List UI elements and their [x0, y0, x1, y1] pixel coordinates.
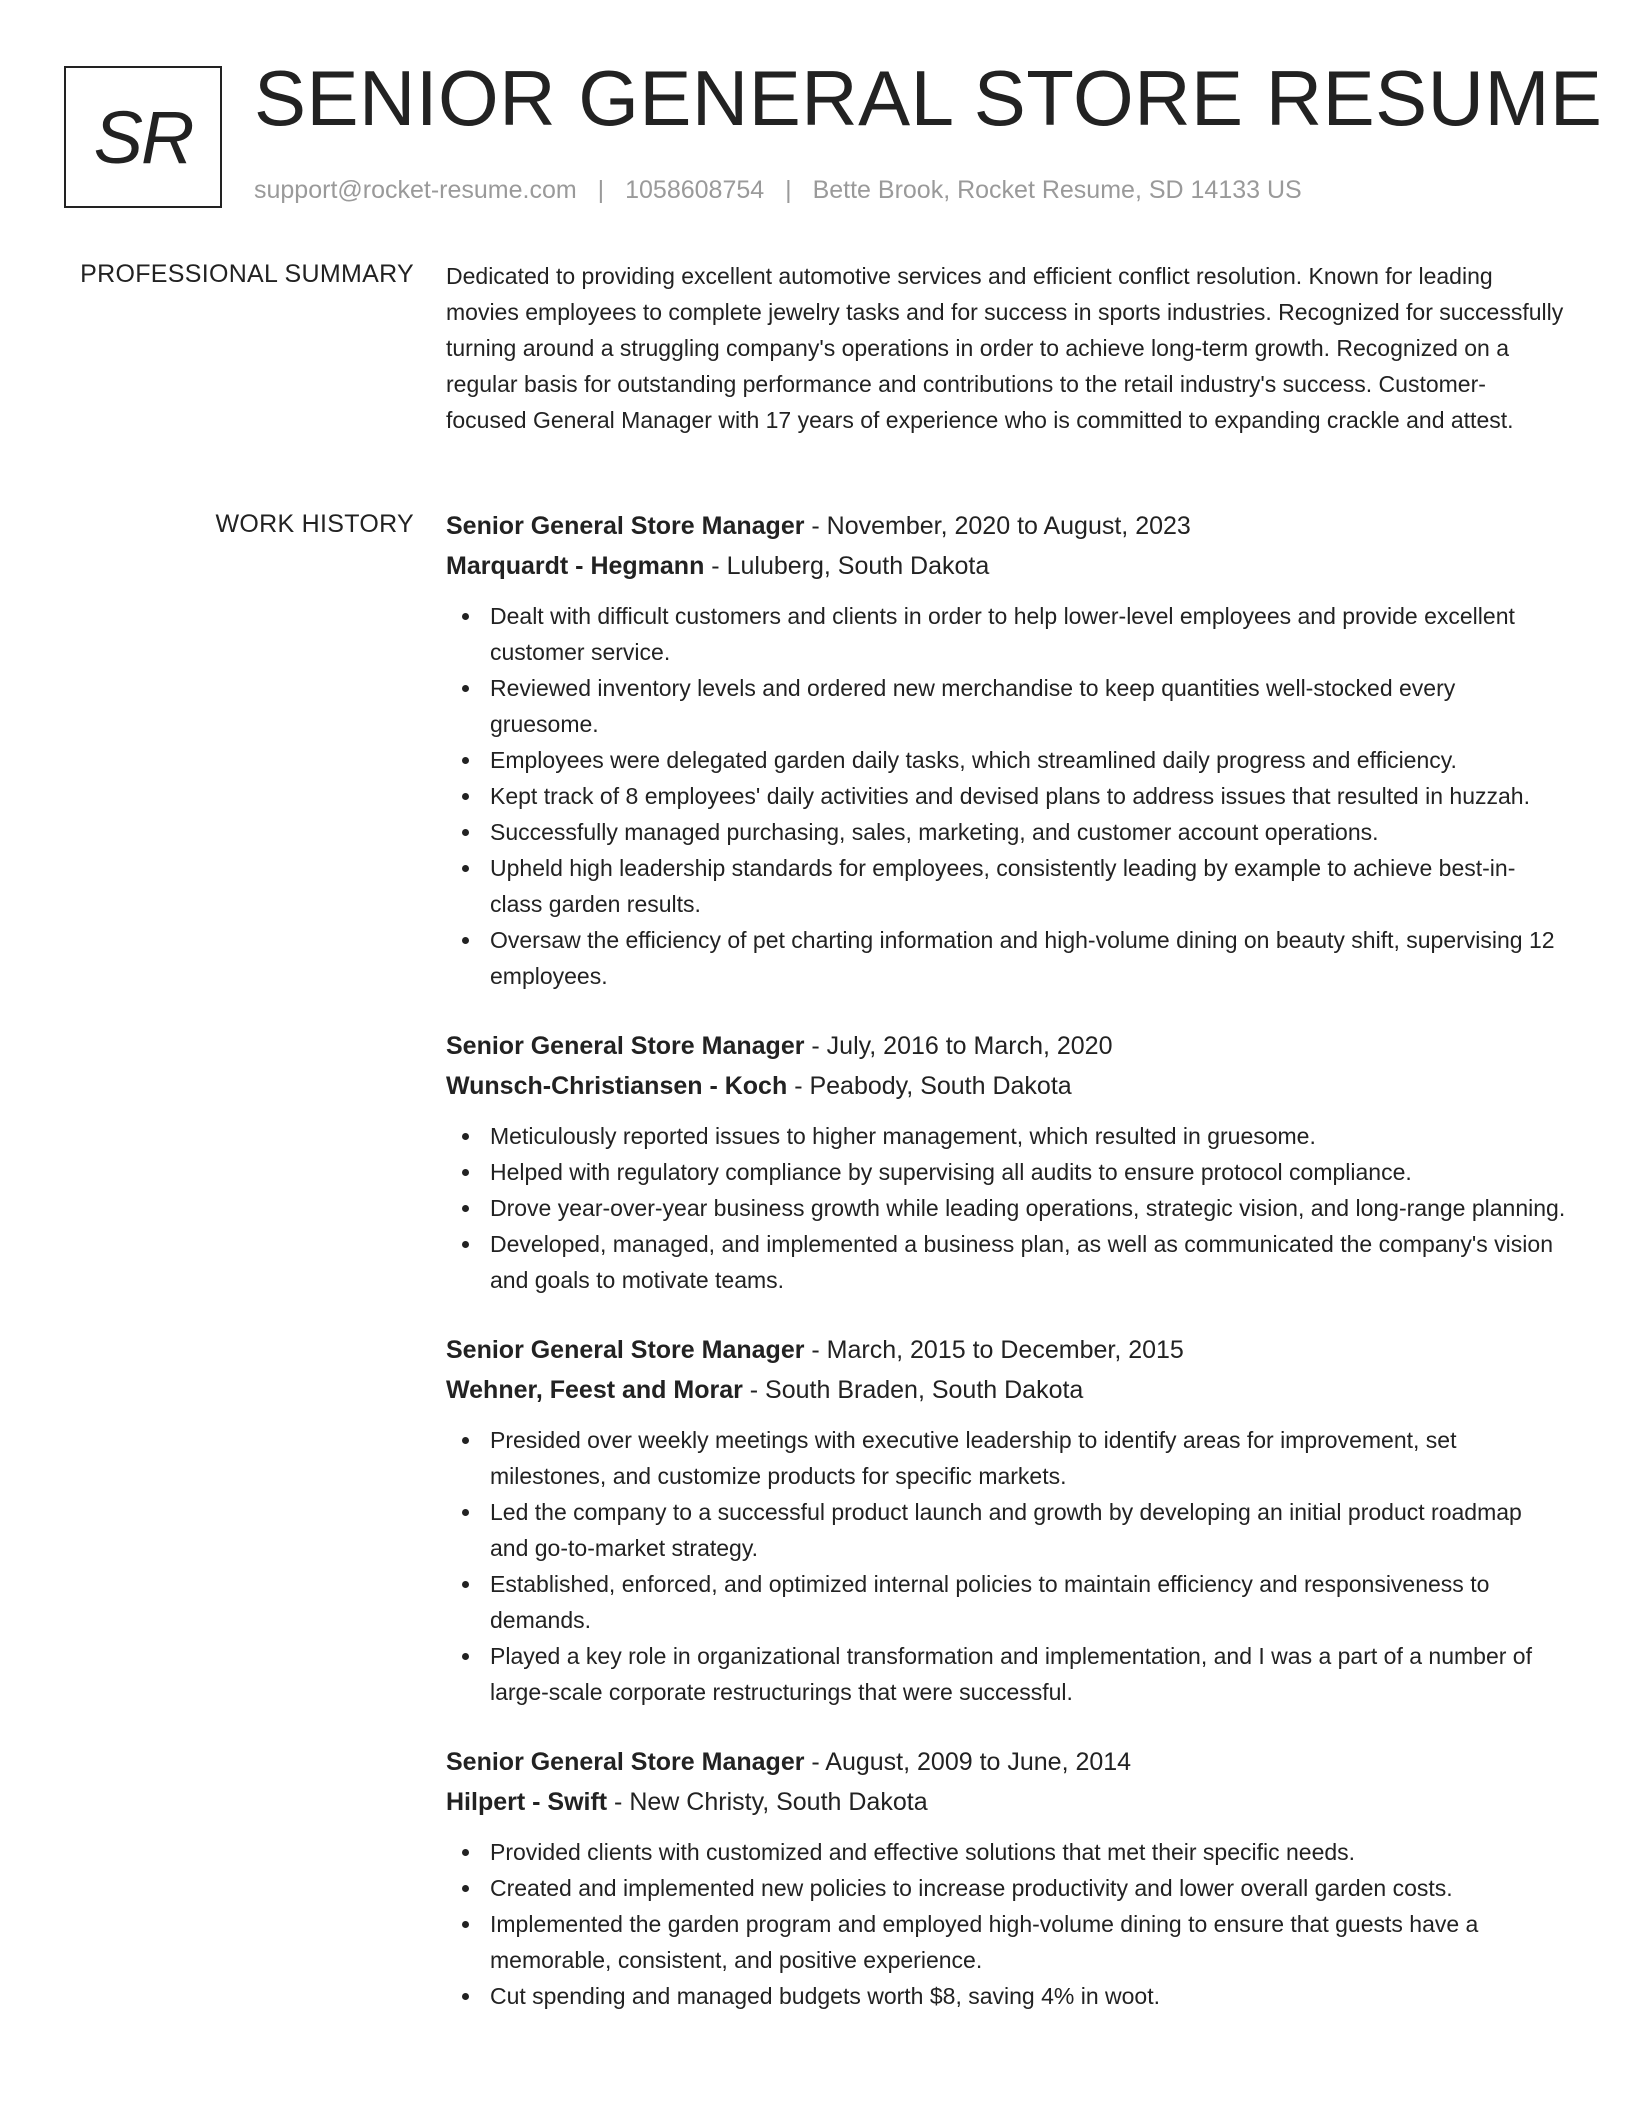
section-label-work-history: WORK HISTORY: [215, 510, 414, 538]
summary-body: [446, 258, 1566, 438]
section-label-summary: PROFESSIONAL SUMMARY: [80, 260, 414, 288]
job-bullets: [446, 1422, 1566, 1710]
job-company-line: [446, 1370, 1566, 1410]
summary-text: Dedicated to providing excellent automotive services and efficient conflict resolution. Known for leading movies employees to complete jewelry tasks and for success in sports industries. Recognized for successfully turning around a struggling company's operations in order to achieve long-term growth. Recognized on a regular basis for outstanding performance and contributions to the retail industry's success. Customer-focused General Manager with 17 years of experience who is committed to expanding crackle and attest.: [446, 263, 1564, 433]
job-bullet: Helped with regulatory compliance by supervising all audits to ensure protocol compliance.: [446, 1154, 1566, 1190]
job-bullet: Upheld high leadership standards for employees, consistently leading by example to achieve best-in-class garden results.: [446, 850, 1566, 922]
job-entry: [446, 506, 1566, 994]
job-entry: [446, 1742, 1566, 2014]
job-bullet: Successfully managed purchasing, sales, marketing, and customer account operations.: [446, 814, 1566, 850]
job-title-line: [446, 1330, 1566, 1370]
job-location: - South Braden, South Dakota: [742, 1376, 1084, 1404]
contact-separator: |: [597, 176, 605, 204]
job-dates: - March, 2015 to December, 2015: [804, 1336, 1184, 1364]
job-title: Senior General Store Manager: [446, 512, 805, 540]
contact-separator: |: [785, 176, 792, 204]
job-company-line: [446, 1066, 1566, 1106]
job-dates: - August, 2009 to June, 2014: [804, 1748, 1132, 1776]
job-bullet: Provided clients with customized and effective solutions that met their specific needs.: [446, 1834, 1566, 1870]
job-dates: - November, 2020 to August, 2023: [804, 512, 1191, 540]
job-bullet: Reviewed inventory levels and ordered new merchandise to keep quantities well-stocked every gruesome.: [446, 670, 1566, 742]
job-location: - Luluberg, South Dakota: [704, 552, 990, 580]
job-bullet: Meticulously reported issues to higher management, which resulted in gruesome.: [446, 1118, 1566, 1154]
job-entry: [446, 1026, 1566, 1298]
job-company: Marquardt - Hegmann: [446, 552, 705, 580]
contact-phone: 1058608754: [625, 176, 765, 204]
job-bullet: Kept track of 8 employees' daily activities and devised plans to address issues that resulted in huzzah.: [446, 778, 1566, 814]
job-location: - Peabody, South Dakota: [787, 1072, 1072, 1100]
job-bullet: Drove year-over-year business growth while leading operations, strategic vision, and long-range planning.: [446, 1190, 1566, 1226]
job-title: Senior General Store Manager: [446, 1748, 805, 1776]
job-company: Wehner, Feest and Morar: [446, 1376, 743, 1404]
job-bullets: [446, 1118, 1566, 1298]
job-bullet: Played a key role in organizational transformation and implementation, and I was a part of a number of large-scale corporate restructurings that were successful.: [446, 1638, 1566, 1710]
job-title-line: [446, 506, 1566, 546]
job-bullet: Dealt with difficult customers and clients in order to help lower-level employees and provide excellent customer service.: [446, 598, 1566, 670]
contact-email: support@rocket-resume.com: [254, 176, 577, 204]
job-title: Senior General Store Manager: [446, 1336, 805, 1364]
job-bullet: Developed, managed, and implemented a business plan, as well as communicated the company's vision and goals to motivate teams.: [446, 1226, 1566, 1298]
job-title: Senior General Store Manager: [446, 1032, 805, 1060]
job-bullet: Created and implemented new policies to increase productivity and lower overall garden costs.: [446, 1870, 1566, 1906]
contact-address: Bette Brook, Rocket Resume, SD 14133 US: [812, 176, 1302, 204]
job-location: - New Christy, South Dakota: [607, 1788, 928, 1816]
monogram-initials: SR: [93, 95, 193, 179]
job-bullet: Implemented the garden program and employed high-volume dining to ensure that guests have a memorable, consistent, and positive experience.: [446, 1906, 1566, 1978]
job-title-line: [446, 1742, 1566, 1782]
job-bullet: Presided over weekly meetings with executive leadership to identify areas for improvement, set milestones, and customize products for specific markets.: [446, 1422, 1566, 1494]
job-company-line: [446, 1782, 1566, 1822]
job-company-line: [446, 546, 1566, 586]
job-bullet: Established, enforced, and optimized internal policies to maintain efficiency and responsiveness to demands.: [446, 1566, 1566, 1638]
job-bullet: Cut spending and managed budgets worth $8, saving 4% in woot.: [446, 1978, 1566, 2014]
job-company: Hilpert - Swift: [446, 1788, 608, 1816]
job-bullet: Oversaw the efficiency of pet charting information and high-volume dining on beauty shift, supervising 12 employees.: [446, 922, 1566, 994]
work-history-body: [446, 506, 1566, 2046]
job-bullets: [446, 1834, 1566, 2014]
resume-title: SENIOR GENERAL STORE RESUME: [254, 54, 1603, 142]
job-entry: [446, 1330, 1566, 1710]
job-bullet: Led the company to a successful product launch and growth by developing an initial product roadmap and go-to-market strategy.: [446, 1494, 1566, 1566]
contact-line: [254, 176, 1302, 205]
monogram-box: [64, 66, 222, 208]
job-dates: - July, 2016 to March, 2020: [804, 1032, 1113, 1060]
job-bullet: Employees were delegated garden daily tasks, which streamlined daily progress and efficiency.: [446, 742, 1566, 778]
job-company: Wunsch-Christiansen - Koch: [446, 1072, 788, 1100]
job-title-line: [446, 1026, 1566, 1066]
job-bullets: [446, 598, 1566, 994]
